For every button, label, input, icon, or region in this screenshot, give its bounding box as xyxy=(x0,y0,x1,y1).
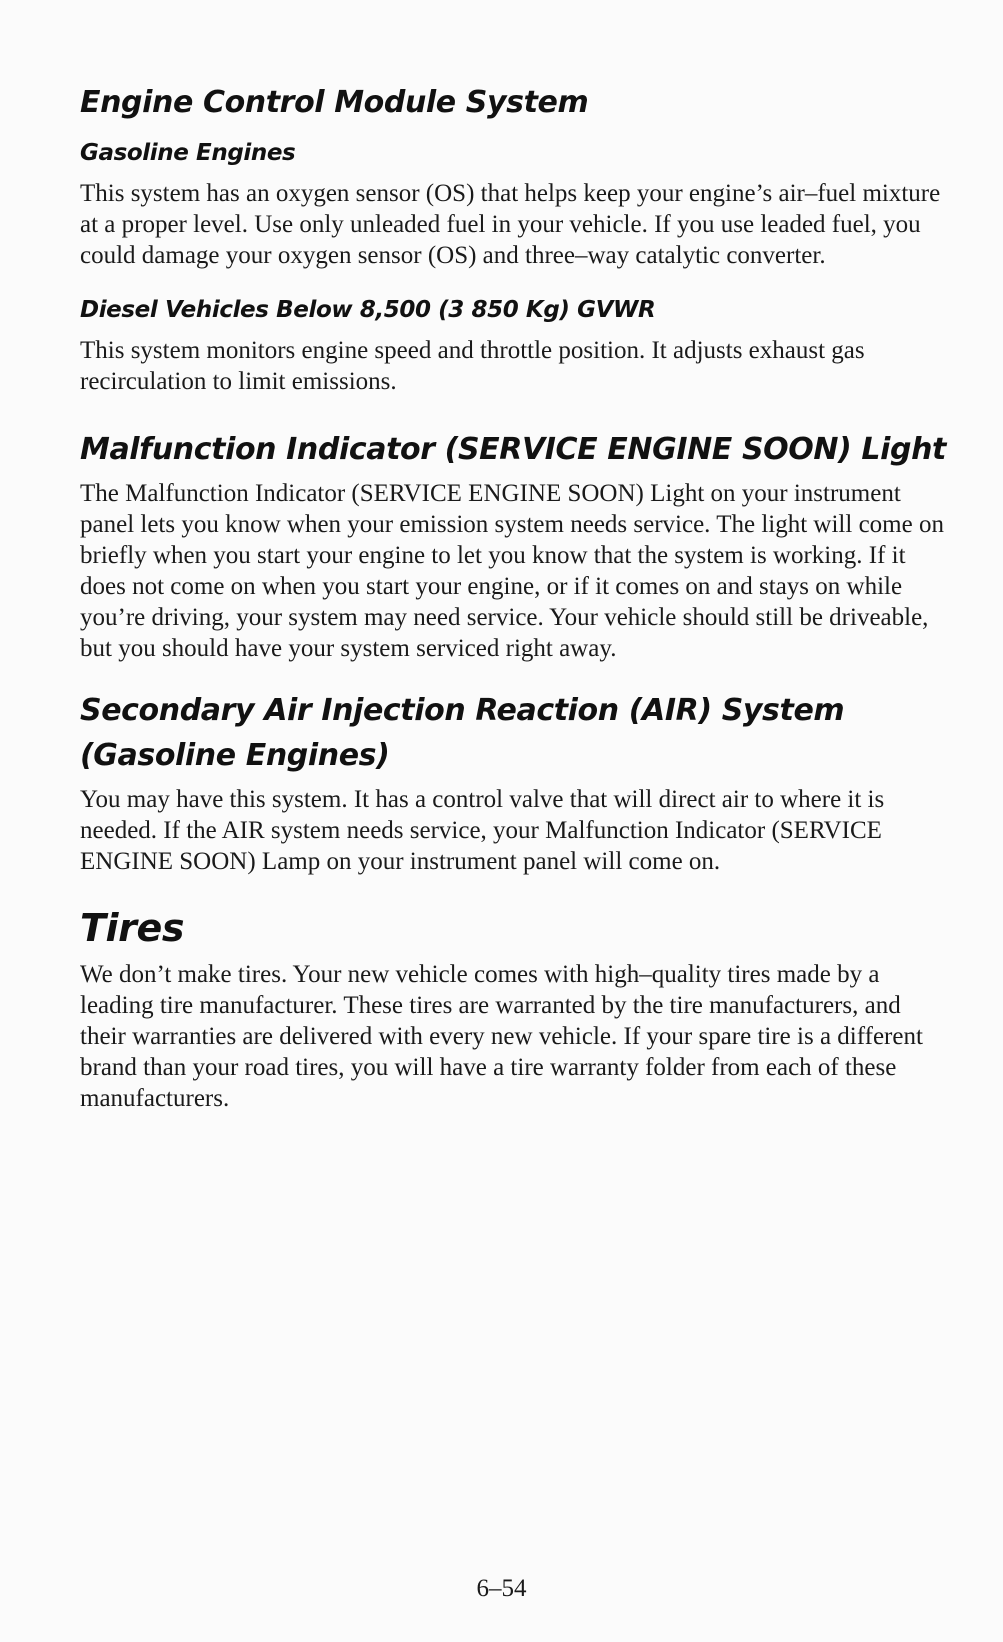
page-number: 6–54 xyxy=(476,1575,527,1602)
gasoline-engines-paragraph: This system has an oxygen sensor (OS) that helps keep your engine’s air–fuel mixture at a proper level. Use only unleaded fuel in your vehicle. If you use leaded fuel, you could damage your oxygen sensor (OS) and three–way catalytic converter. xyxy=(80,180,941,269)
air-system-heading: Secondary Air Injection Reaction (AIR) System (Gasoline Engines) xyxy=(80,693,845,773)
ecm-heading: Engine Control Module System xyxy=(80,85,589,120)
tires-heading: Tires xyxy=(80,906,185,950)
gasoline-engines-subheading: Gasoline Engines xyxy=(80,140,296,166)
malfunction-indicator-heading: Malfunction Indicator (SERVICE ENGINE SOON) Light xyxy=(80,432,946,467)
air-system-paragraph: You may have this system. It has a control valve that will direct air to where it is needed. If the AIR system needs service, your Malfunction Indicator (SERVICE ENGINE SOON) Lamp on your instrument panel will come on. xyxy=(80,786,885,875)
tires-paragraph: We don’t make tires. Your new vehicle comes with high–quality tires made by a leading tire manufacturer. These tires are warranted by the tire manufacturers, and their warranties are delivered with every new vehicle. If your spare tire is a different brand than your road tires, you will have a tire warranty folder from each of these manufacturers. xyxy=(80,961,923,1112)
malfunction-indicator-paragraph: The Malfunction Indicator (SERVICE ENGINE SOON) Light on your instrument panel lets you know when your emission system needs service. The light will come on briefly when you start your engine to let you know that the system is working. If it does not come on when you start your engine, or if it comes on and stays on while you’re driving, your system may need service. Your vehicle should still be driveable, but you should have your system serviced right away. xyxy=(80,480,944,662)
diesel-vehicles-paragraph: This system monitors engine speed and throttle position. It adjusts exhaust gas recirculation to limit emissions. xyxy=(80,337,865,395)
page-content xyxy=(80,82,950,1134)
diesel-vehicles-subheading: Diesel Vehicles Below 8,500 (3 850 Kg) GVWR xyxy=(80,297,656,323)
